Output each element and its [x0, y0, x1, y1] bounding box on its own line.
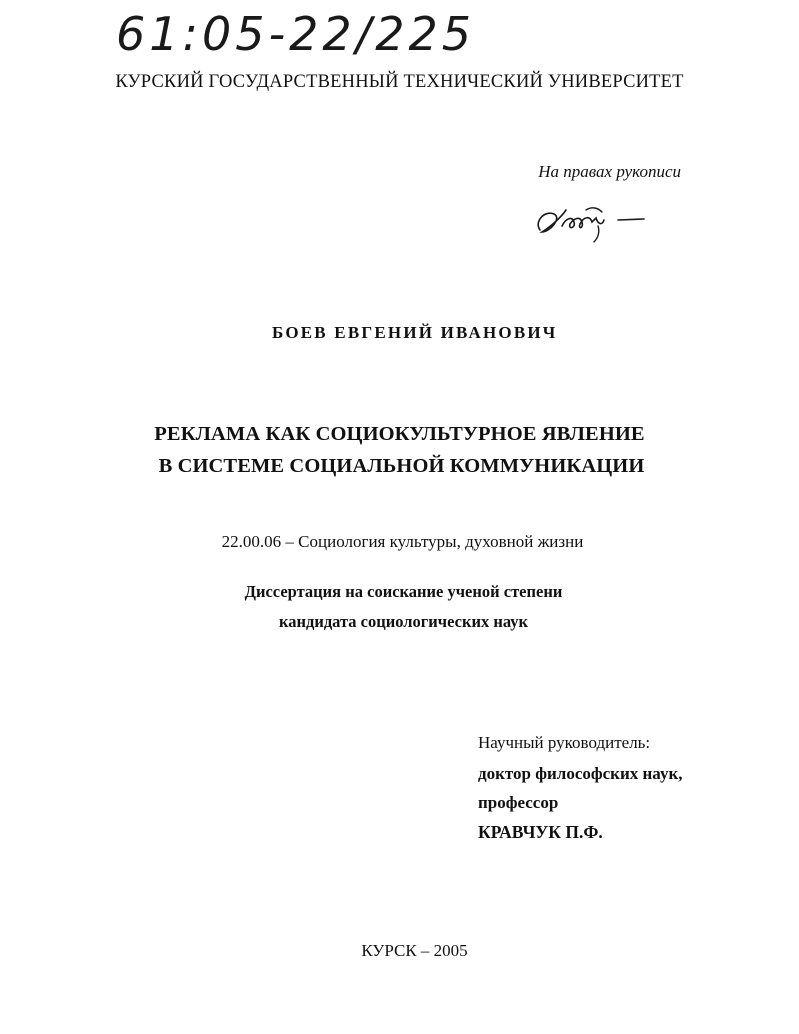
university-name: КУРСКИЙ ГОСУДАРСТВЕННЫЙ ТЕХНИЧЕСКИЙ УНИВЕРСИТЕТ: [115, 72, 684, 92]
author-name: БОЕВ ЕВГЕНИЙ ИВАНОВИЧ: [272, 323, 558, 342]
supervisor-role: Научный руководитель:: [478, 733, 651, 752]
specialty-code: 22.00.06 – Социология культуры, духовной жизни: [221, 532, 584, 551]
dissertation-title-line-1: РЕКЛАМА КАК СОЦИОКУЛЬТУРНОЕ ЯВЛЕНИЕ: [154, 423, 645, 445]
catalog-number-text: 61:05-22/225: [116, 7, 475, 61]
degree-line-1: Диссертация на соискание ученой степени: [244, 582, 563, 601]
dissertation-title-line-2: В СИСТЕМЕ СОЦИАЛЬНОЙ КОММУНИКАЦИИ: [158, 455, 645, 477]
degree-line-2: кандидата социологических наук: [278, 612, 529, 631]
supervisor-degree: доктор философских наук,: [478, 764, 683, 783]
author-signature: [532, 196, 652, 246]
supervisor-title: профессор: [478, 793, 559, 812]
manuscript-note: На правах рукописи: [538, 162, 681, 181]
city-year: КУРСК – 2005: [361, 941, 468, 960]
supervisor-name: КРАВЧУК П.Ф.: [478, 822, 603, 842]
catalog-number: [112, 0, 492, 62]
